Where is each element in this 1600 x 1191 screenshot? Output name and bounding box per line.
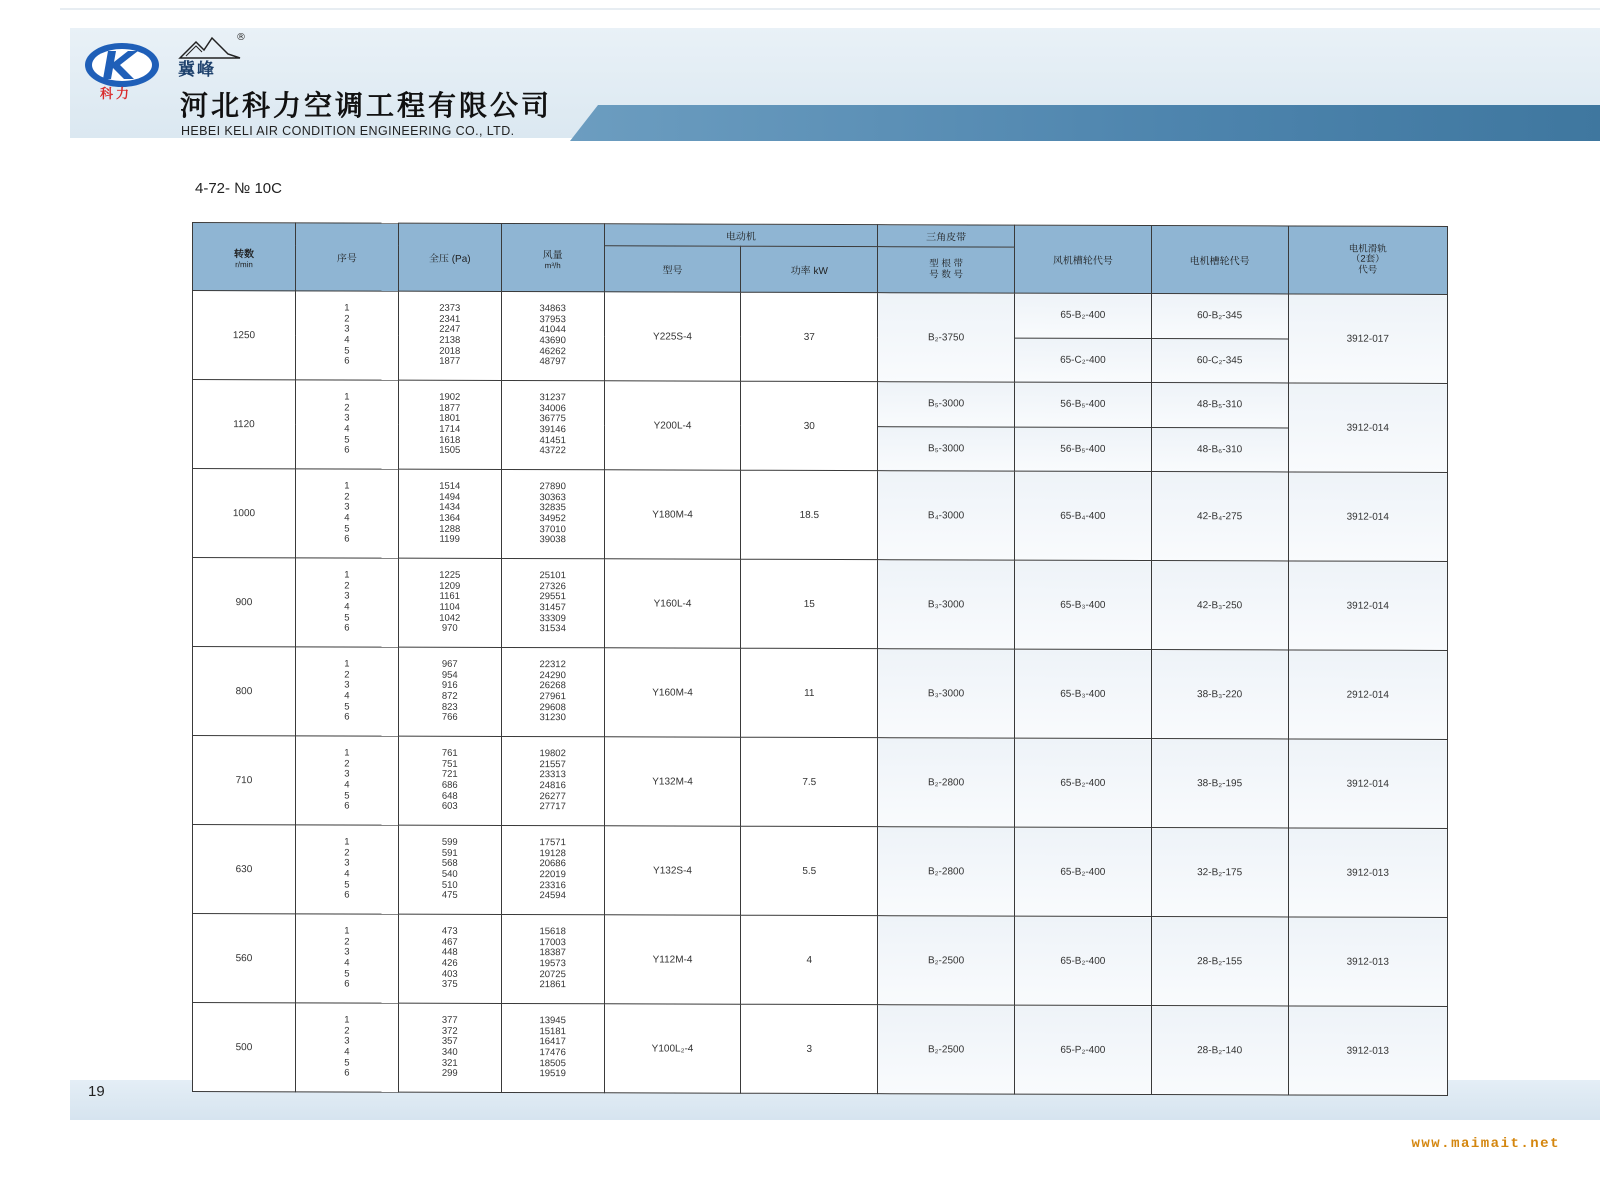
- flow-cell: [501, 558, 604, 647]
- motor-group-header: 电动机: [604, 224, 878, 247]
- pressure-cell-values: 1902 1877 1801 1714 1618 1505: [439, 391, 461, 457]
- table-row: [193, 558, 1448, 651]
- table-row: [193, 825, 1448, 918]
- pressure-cell-values: 599 591 568 540 510 475: [441, 837, 458, 902]
- fan-pulley-cell: 65-B₃-400: [1014, 649, 1151, 738]
- fan-pulley-cell: 56-B₅-400: [1014, 382, 1151, 427]
- motor-model-cell: Y132M-4: [604, 737, 741, 826]
- belt-cell: B₃-3000: [878, 649, 1015, 738]
- motor-power-cell: 4: [741, 915, 878, 1004]
- motor-power-cell: 18.5: [741, 470, 878, 559]
- seq-cell-values: 1 2 3 4 5 6: [344, 569, 350, 634]
- pressure-cell-values: 2373 2341 2247 2138 2018 1877: [439, 302, 461, 368]
- fan-pulley-cell: 65-B₃-400: [1014, 560, 1151, 649]
- motor-pulley-cell: 60-C₂-345: [1151, 338, 1288, 383]
- pressure-cell: [398, 825, 501, 914]
- motor-model-cell: Y112M-4: [604, 915, 741, 1004]
- motor-power-cell: 15: [741, 559, 878, 648]
- seq-cell-values: 1 2 3 4 5 6: [344, 302, 350, 367]
- rail-cell: 3912-013: [1288, 1006, 1447, 1096]
- pressure-cell-values: 967 954 916 872 823 766: [441, 659, 458, 724]
- pressure-cell-values: 1225 1209 1161 1104 1042 970: [439, 569, 461, 635]
- header-stripe: [570, 105, 1600, 141]
- flow-cell: [501, 1003, 604, 1092]
- motor-power-cell: 5.5: [741, 826, 878, 915]
- spec-table-body: [193, 291, 1448, 1096]
- motor-model-cell: Y160L-4: [604, 559, 741, 648]
- flow-cell: [501, 825, 604, 914]
- pressure-cell: [398, 469, 501, 558]
- belt-cols-header: [878, 247, 1015, 293]
- belt-cols-label: 型 根 带 号 数 号: [929, 258, 963, 280]
- flow-cell-values: 25101 27326 29551 31457 33309 31534: [539, 570, 566, 635]
- rail-header-label: 电机滑轨 （2套） 代号: [1348, 243, 1387, 276]
- motor-power-cell: 37: [741, 292, 878, 381]
- speed-header: [193, 223, 296, 291]
- pressure-cell: [398, 1003, 501, 1092]
- rail-cell: 3912-014: [1288, 561, 1447, 651]
- speed-cell: 630: [193, 825, 296, 914]
- registered-mark: ®: [236, 32, 246, 43]
- motor-model-cell: Y225S-4: [604, 292, 741, 381]
- rail-cell: 3912-017: [1288, 294, 1447, 384]
- motor-model-cell: Y200L-4: [604, 381, 741, 470]
- page-number: 19: [88, 1083, 105, 1100]
- motor-pulley-cell: 28-B₂-155: [1151, 917, 1288, 1006]
- belt-cell: B₂-2500: [878, 916, 1015, 1005]
- table-row: [193, 914, 1448, 1007]
- flow-header-unit: m³/h: [544, 260, 561, 270]
- table-row: [193, 291, 1448, 339]
- table-row: [193, 736, 1448, 829]
- fan-pulley-cell: 65-B₂-400: [1014, 293, 1151, 338]
- rail-cell: 3912-014: [1288, 472, 1447, 562]
- fan-pulley-cell: 65-P₂-400: [1014, 1005, 1151, 1094]
- speed-cell: 710: [193, 736, 296, 825]
- fan-pulley-cell: 56-B₅-400: [1014, 427, 1151, 472]
- seq-cell-values: 1 2 3 4 5 6: [344, 658, 350, 723]
- motor-pulley-cell: 32-B₂-175: [1151, 828, 1288, 917]
- watermark: www.maimait.net: [1411, 1136, 1560, 1152]
- speed-cell: 560: [193, 914, 296, 1003]
- rail-cell: 3912-013: [1288, 917, 1447, 1007]
- flow-cell-values: 22312 24290 26268 27961 29608 31230: [539, 659, 566, 724]
- pressure-cell: [398, 914, 501, 1003]
- speed-cell: 1250: [193, 291, 296, 380]
- flow-cell: [501, 647, 604, 736]
- flow-cell-values: 15618 17003 18387 19573 20725 21861: [539, 926, 566, 991]
- seq-cell-values: 1 2 3 4 5 6: [344, 747, 350, 812]
- motor-pulley-cell: 38-B₂-195: [1151, 739, 1288, 828]
- logo-k-text: 科力: [100, 87, 133, 102]
- table-row: [193, 469, 1448, 562]
- motor-pulley-cell: 28-B₂-140: [1151, 1006, 1288, 1095]
- motor-model-header: 型号: [604, 246, 741, 292]
- motor-power-cell: 7.5: [741, 737, 878, 826]
- motor-power-header: 功率 kW: [741, 246, 878, 292]
- motor-model-cell: Y160M-4: [604, 648, 741, 737]
- fan-pulley-cell: 65-B₄-400: [1014, 471, 1151, 560]
- pressure-cell-values: 377 372 357 340 321 299: [441, 1015, 458, 1080]
- belt-cell: B₂-3750: [878, 293, 1015, 382]
- belt-cell: B₄-3000: [878, 471, 1015, 560]
- seq-cell-values: 1 2 3 4 5 6: [344, 925, 350, 990]
- motor-model-cell: Y180M-4: [604, 470, 741, 559]
- spec-table-wrapper: [192, 222, 1448, 1096]
- speed-cell: 900: [193, 558, 296, 647]
- logo-peak-text: 冀峰: [178, 60, 216, 80]
- seq-cell: [295, 291, 398, 380]
- flow-cell: [501, 291, 604, 380]
- pressure-cell-values: 761 751 721 686 648 603: [441, 748, 458, 813]
- speed-cell: 1000: [193, 469, 296, 558]
- flow-cell: [501, 380, 604, 469]
- motor-pulley-cell: 48-B₆-310: [1151, 427, 1288, 472]
- motor-model-cell: Y100L₂-4: [604, 1004, 741, 1093]
- motor-power-cell: 11: [741, 648, 878, 737]
- fan-spec-table: [192, 222, 1448, 1096]
- seq-cell: [295, 736, 398, 825]
- rail-cell: 3912-014: [1288, 383, 1447, 473]
- flow-cell: [501, 914, 604, 1003]
- belt-cell: B₅-3000: [878, 382, 1015, 427]
- speed-cell: 1120: [193, 380, 296, 469]
- seq-cell: [295, 647, 398, 736]
- flow-header: [501, 223, 604, 291]
- seq-cell: [295, 558, 398, 647]
- seq-cell: [295, 825, 398, 914]
- motor-power-cell: 30: [741, 381, 878, 470]
- flow-cell: [501, 469, 604, 558]
- motor-pulley-cell: 48-B₅-310: [1151, 383, 1288, 428]
- table-row: [193, 380, 1448, 428]
- pressure-cell: [398, 736, 501, 825]
- pressure-cell: [398, 291, 501, 380]
- seq-cell: [295, 469, 398, 558]
- rail-cell: 2912-014: [1288, 650, 1447, 740]
- keli-logo-icon: [84, 42, 160, 88]
- motor-pulley-cell: 42-B₃-250: [1151, 561, 1288, 650]
- company-name-cn: 河北科力空调工程有限公司: [180, 89, 553, 122]
- motor-pulley-header: 电机槽轮代号: [1151, 226, 1288, 294]
- seq-cell: [295, 380, 398, 469]
- motor-pulley-cell: 60-B₂-345: [1151, 294, 1288, 339]
- seq-cell-values: 1 2 3 4 5 6: [344, 836, 350, 901]
- belt-cell: B₅-3000: [878, 426, 1015, 471]
- flow-cell-values: 31237 34006 36775 39146 41451 43722: [539, 392, 566, 457]
- rail-cell: 3912-013: [1288, 828, 1447, 918]
- pressure-cell: [398, 647, 501, 736]
- motor-pulley-cell: 38-B₃-220: [1151, 650, 1288, 739]
- belt-group-header: 三角皮带: [878, 225, 1015, 247]
- pressure-cell-values: 473 467 448 426 403 375: [441, 926, 458, 991]
- belt-cell: B₂-2800: [878, 827, 1015, 916]
- seq-cell-values: 1 2 3 4 5 6: [344, 391, 350, 456]
- fan-pulley-cell: 65-B₂-400: [1014, 738, 1151, 827]
- fan-pulley-header: 风机槽轮代号: [1014, 225, 1151, 293]
- pressure-header: 全压 (Pa): [398, 223, 501, 291]
- rail-cell: 3912-014: [1288, 739, 1447, 829]
- table-row: [193, 647, 1448, 740]
- motor-model-cell: Y132S-4: [604, 826, 741, 915]
- seq-cell-values: 1 2 3 4 5 6: [344, 1014, 350, 1079]
- motor-pulley-cell: 42-B₄-275: [1151, 472, 1288, 561]
- pressure-cell-values: 1514 1494 1434 1364 1288 1199: [439, 480, 461, 546]
- top-rule: [60, 8, 1600, 10]
- belt-cell: B₂-2800: [878, 738, 1015, 827]
- pressure-cell: [398, 558, 501, 647]
- speed-header-label: 转数: [233, 248, 254, 260]
- belt-cell: B₃-3000: [878, 560, 1015, 649]
- belt-cell: B₂-2500: [878, 1005, 1015, 1094]
- seq-cell: [295, 1003, 398, 1092]
- flow-cell: [501, 736, 604, 825]
- model-title: 4-72- № 10C: [195, 180, 282, 197]
- seq-header: 序号: [295, 223, 398, 291]
- speed-header-unit: r/min: [235, 259, 253, 269]
- flow-header-label: 风量: [542, 249, 563, 261]
- table-row: [193, 1003, 1448, 1096]
- flow-cell-values: 19802 21557 23313 24816 26277 27717: [539, 748, 566, 813]
- seq-cell-values: 1 2 3 4 5 6: [344, 480, 350, 545]
- company-name-en: HEBEI KELI AIR CONDITION ENGINEERING CO., LTD.: [181, 124, 515, 138]
- fan-pulley-cell: 65-B₂-400: [1014, 827, 1151, 916]
- motor-power-cell: 3: [741, 1004, 878, 1093]
- flow-cell-values: 27890 30363 32835 34952 37010 39038: [539, 481, 566, 546]
- flow-cell-values: 17571 19128 20686 22019 23316 24594: [539, 837, 566, 902]
- flow-cell-values: 13945 15181 16417 17476 18505 19519: [539, 1015, 566, 1080]
- flow-cell-values: 34863 37953 41044 43690 46262 48797: [539, 303, 566, 368]
- seq-cell: [295, 914, 398, 1003]
- fan-pulley-cell: 65-B₂-400: [1014, 916, 1151, 1005]
- rail-header: [1288, 226, 1447, 295]
- speed-cell: 500: [193, 1003, 296, 1092]
- fan-pulley-cell: 65-C₂-400: [1014, 338, 1151, 383]
- speed-cell: 800: [193, 647, 296, 736]
- pressure-cell: [398, 380, 501, 469]
